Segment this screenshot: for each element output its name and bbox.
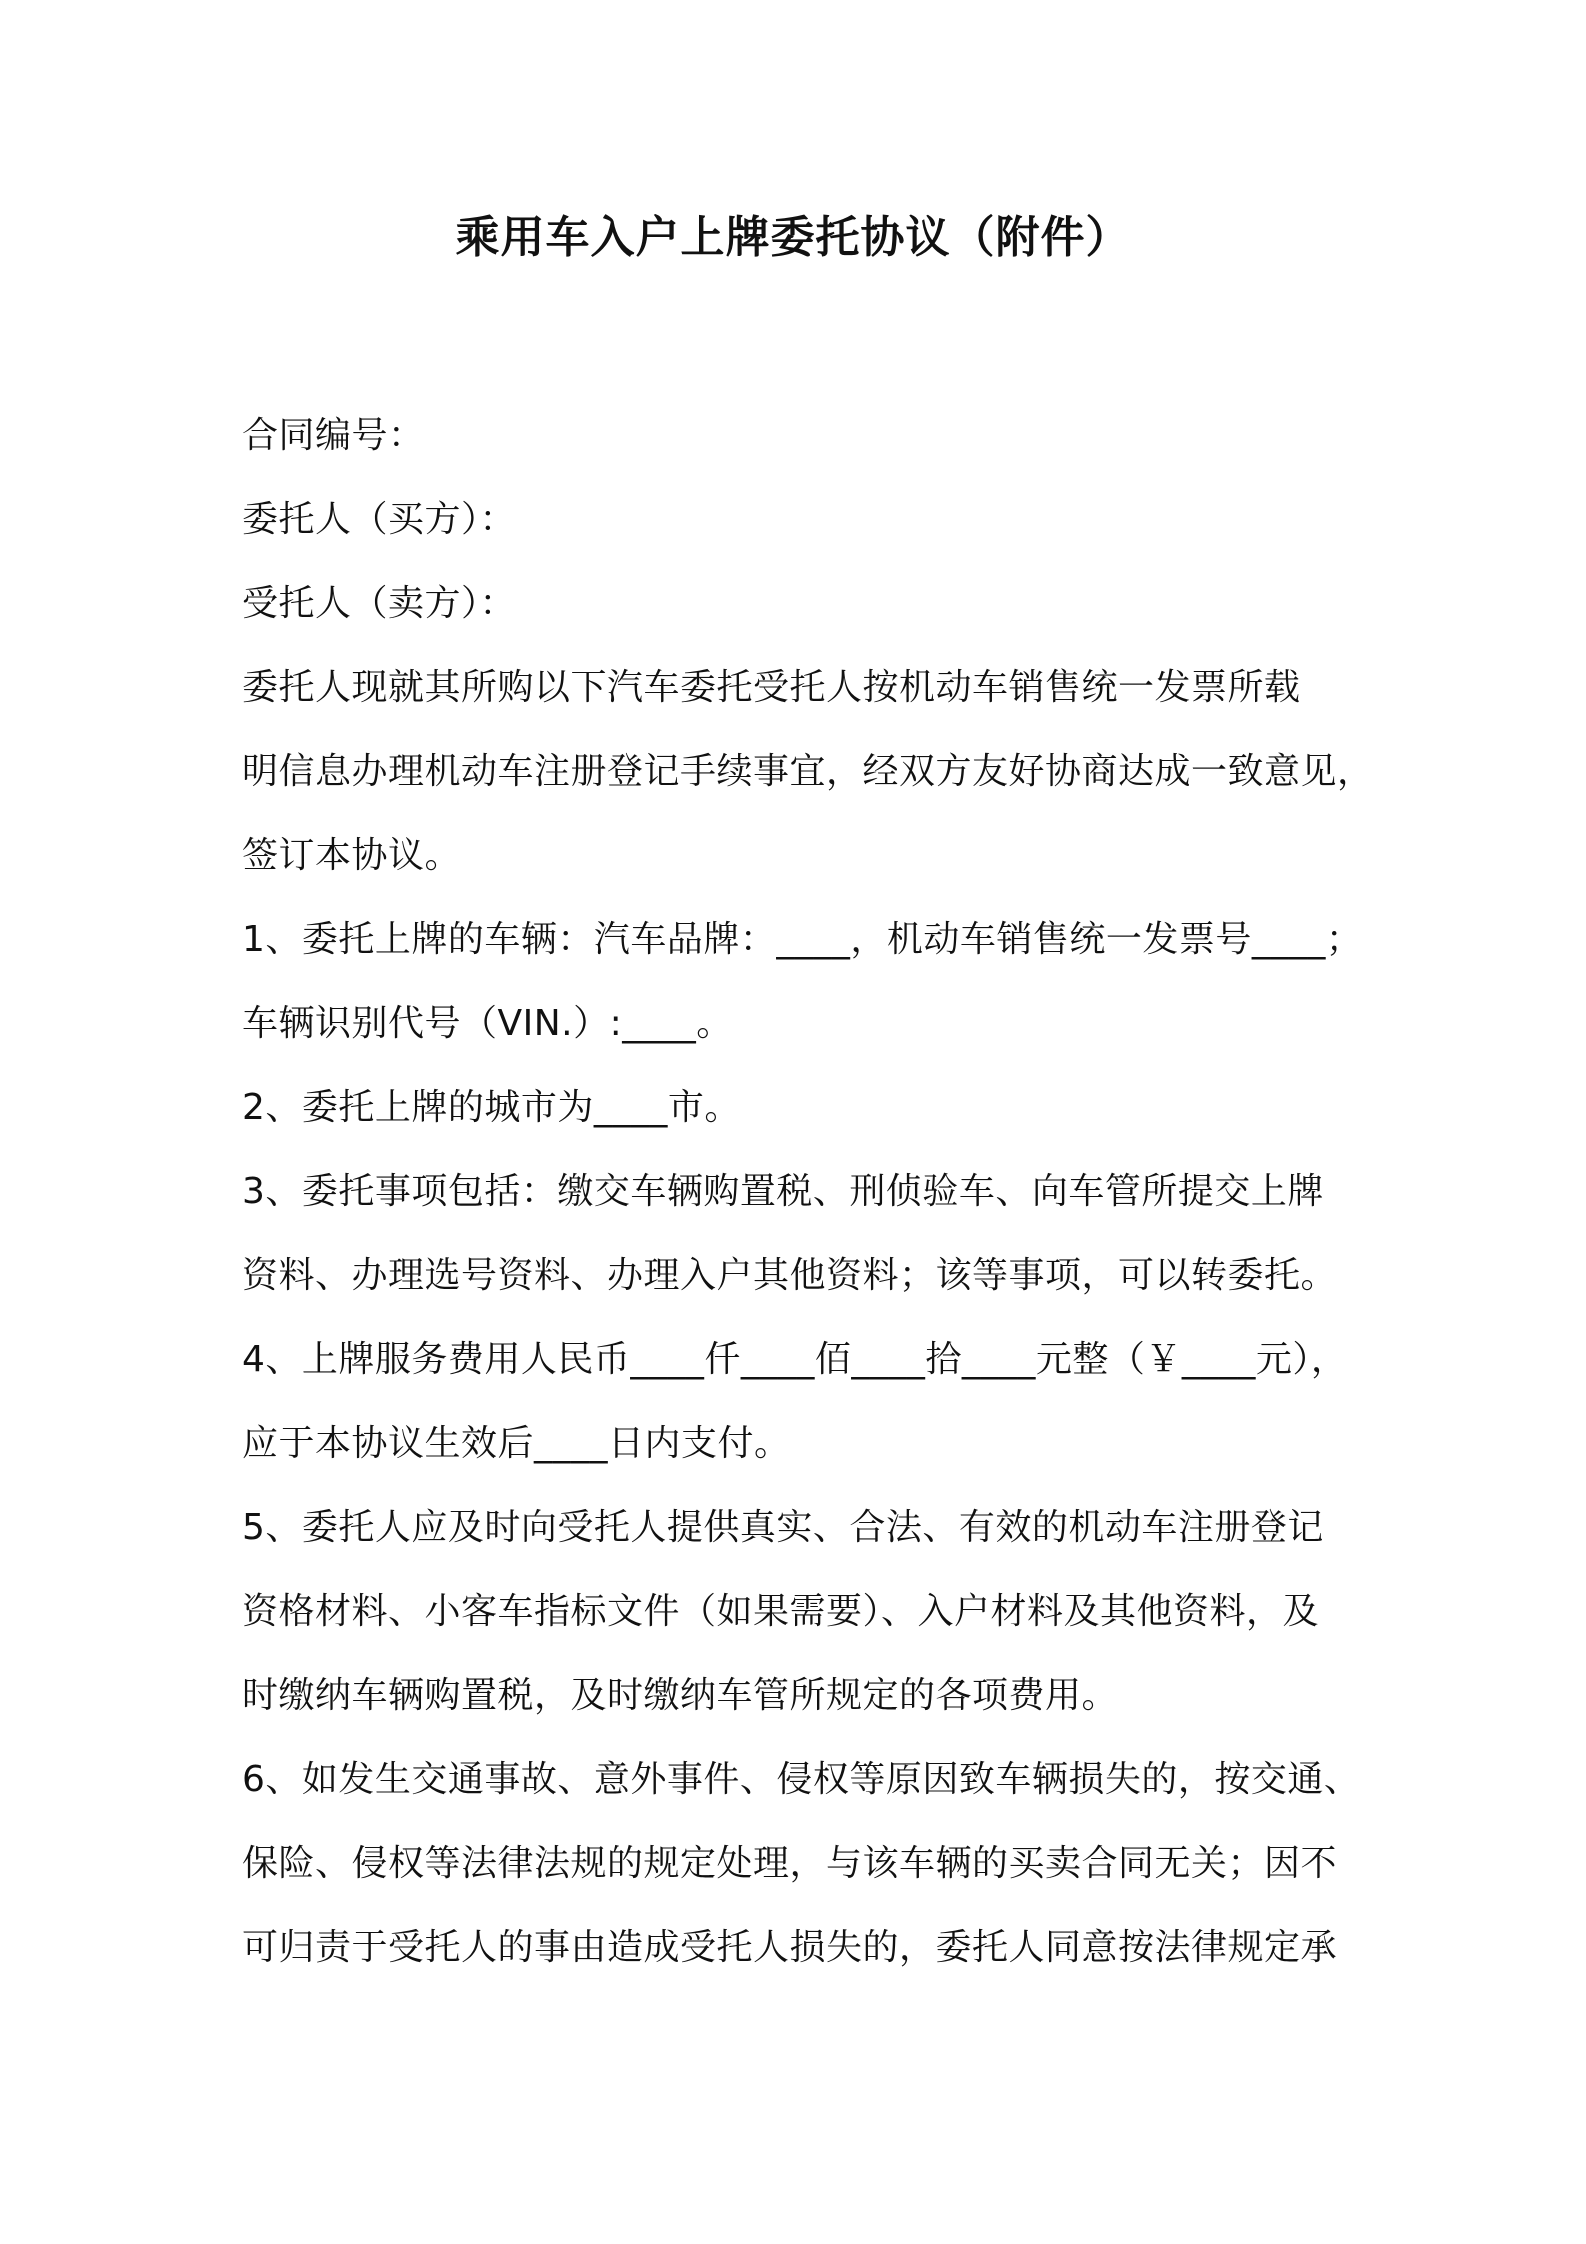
clause-6-line-3: 可归责于受托人的事由造成受托人损失的，委托人同意按法律规定承 [242, 1927, 1338, 1968]
clause-3-line-1: 3、委托事项包括：缴交车辆购置税、刑侦验车、向车管所提交上牌 [242, 1171, 1324, 1212]
clause-5-line-1: 5、委托人应及时向受托人提供真实、合法、有效的机动车注册登记 [242, 1507, 1324, 1548]
intro-paragraph-line-3: 签订本协议。 [242, 835, 462, 876]
principal-line: 委托人（买方）： [242, 499, 517, 540]
clause-6-line-1: 6、如发生交通事故、意外事件、侵权等原因致车辆损失的，按交通、 [242, 1759, 1361, 1800]
contract-number-line: 合同编号： [242, 415, 425, 456]
agent-line: 受托人（卖方）： [242, 583, 517, 624]
clause-4-line-1: 4、上牌服务费用人民币____仟____佰____拾____元整（￥____元）， [242, 1339, 1348, 1380]
clause-2-line-1: 2、委托上牌的城市为____市。 [242, 1087, 741, 1128]
clause-3-line-2: 资料、办理选号资料、办理入户其他资料；该等事项，可以转委托。 [242, 1255, 1338, 1296]
intro-paragraph-line-1: 委托人现就其所购以下汽车委托受托人按机动车销售统一发票所载 [242, 667, 1301, 708]
clause-6-line-2: 保险、侵权等法律法规的规定处理，与该车辆的买卖合同无关；因不 [242, 1843, 1338, 1884]
document-title: 乘用车入户上牌委托协议（附件） [455, 212, 1131, 263]
clause-1-line-1: 1、委托上牌的车辆：汽车品牌：____，机动车销售统一发票号____； [242, 919, 1363, 960]
intro-paragraph-line-2: 明信息办理机动车注册登记手续事宜，经双方友好协商达成一致意见， [242, 751, 1374, 792]
clause-5-line-2: 资格材料、小客车指标文件（如果需要）、入户材料及其他资料，及 [242, 1591, 1320, 1632]
clause-5-line-3: 时缴纳车辆购置税，及时缴纳车管所规定的各项费用。 [242, 1675, 1119, 1716]
clause-4-line-2: 应于本协议生效后____日内支付。 [242, 1423, 791, 1464]
clause-1-line-2: 车辆识别代号（VIN.）:____。 [242, 1003, 733, 1044]
